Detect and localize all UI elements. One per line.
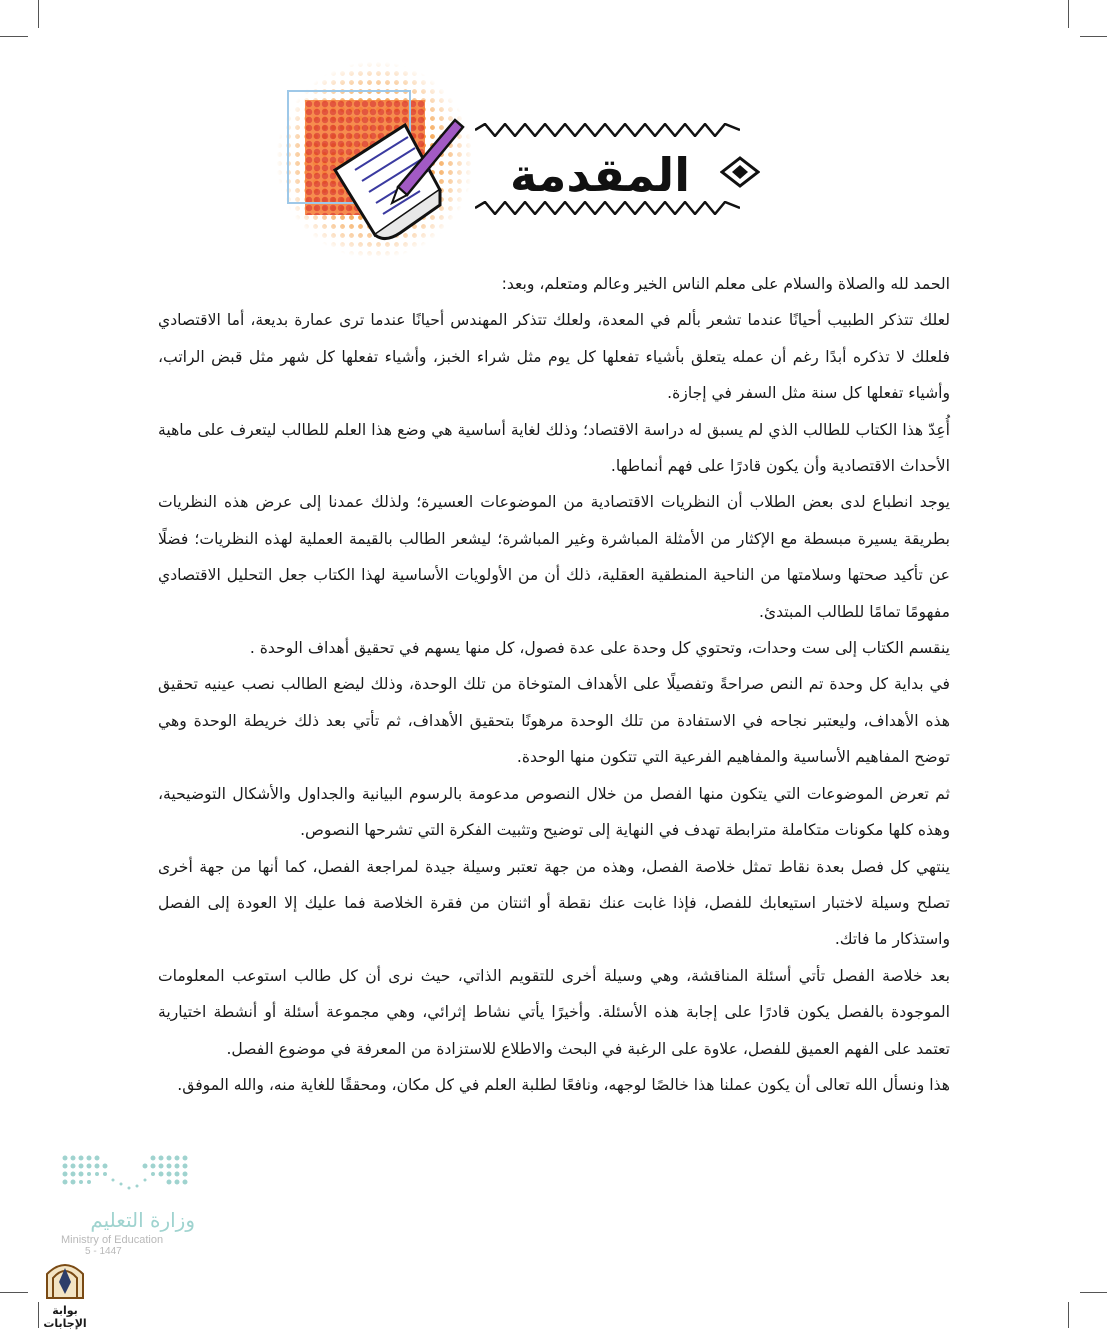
paragraph: الحمد لله والصلاة والسلام على معلم الناس الخير وعالم ومتعلم، وبعد:	[501, 275, 950, 293]
paragraph: لعلك تتذكر الطبيب أحيانًا عندما تشعر بألم في المعدة، ولعلك تتذكر المهندس أحيانًا عندما ترى عمارة بديعة، أما الاقتصادي فلعلك لا تذكره أبدًا رغم أن عمله يتعلق بأشياء تفعلها كل يوم مثل شراء الخبز، وأشياء تفعلها كل شهر مثل قبض الراتب، وأشياء تفعلها كل سنة مثل السفر في إجازة.	[158, 311, 950, 403]
crop-mark	[38, 0, 39, 28]
paragraph: ينتهي كل فصل بعدة نقاط تمثل خلاصة الفصل، وهذه من جهة تعتبر وسيلة جيدة لمراجعة الفصل، كما أنها من جهة أخرى تصلح وسيلة لاختبار استيعابك للفصل، فإذا غابت عنك نقطة أو اثنتان من فقرة الخلاصة فما عليك إلا العودة إلى الفصل واستذكار ما فاتك.	[158, 857, 950, 949]
ministry-name-english: Ministry of Education	[61, 1234, 164, 1246]
site-label: بوابة الإجابات	[43, 1304, 87, 1330]
site-watermark	[30, 1258, 100, 1330]
paragraph: يوجد انطباع لدى بعض الطلاب أن النظريات الاقتصادية من الموضوعات العسيرة؛ ولذلك عمدنا إلى عرض هذه النظريات بطريقة يسيرة مبسطة مع الإكثار من الأمثلة المباشرة وغير المباشرة؛ ليشعر الطالب بالقيمة العملية لهذه النظريات؛ فضلًا عن تأكيد صحتها وسلامتها من الناحية المنطقية العقلية، ذلك أن من الأولويات الأساسية لهذا الكتاب جعل التحليل الاقتصادي مفهومًا تمامًا للطالب المبتدئ.	[158, 493, 950, 621]
ministry-name-arabic: وزارة التعليم	[90, 1208, 195, 1232]
paragraph: ينقسم الكتاب إلى ست وحدات، وتحتوي كل وحدة على عدة فصول، كل منها يسهم في تحقيق أهداف الوحدة .	[249, 639, 950, 658]
title-box	[470, 125, 730, 225]
crop-mark	[0, 1292, 28, 1293]
crop-mark	[1080, 36, 1107, 37]
crop-mark	[1068, 0, 1069, 28]
ministry-dots-icon	[55, 1150, 205, 1198]
ministry-year: 5 - 1447	[85, 1246, 122, 1257]
diamond-ornament	[720, 155, 760, 189]
paragraph: ثم تعرض الموضوعات التي يتكون منها الفصل من خلال النصوص مدعومة بالرسوم البيانية والجداول والأشكال التوضيحية، وهذه كلها مكونات متكاملة مترابطة تهدف في النهاية إلى توضيح وتثبيت الفكرة التي تشرحها النصوص.	[158, 784, 950, 840]
paragraph: بعد خلاصة الفصل تأتي أسئلة المناقشة، وهي وسيلة أخرى للتقويم الذاتي، حيث نرى أن كل طالب استوعب المعلومات الموجودة بالفصل يكون قادرًا على إجابة هذه الأسئلة. وأخيرًا يأتي نشاط إثرائي، وهي مجموعة أسئلة أو أنشطة اختيارية تعتمد على الفهم العميق للفصل، علاوة على الرغبة في البحث والاطلاع للاستزادة من المعرفة في موضوع الفصل.	[158, 966, 950, 1058]
paragraph: أُعِدّ هذا الكتاب للطالب الذي لم يسبق له دراسة الاقتصاد؛ وذلك لغاية أساسية هي وضع هذا العلم للطالب ليتعرف على ماهية الأحداث الاقتصادية وأن يكون قادرًا على فهم أنماطها.	[158, 420, 950, 476]
crop-mark	[1080, 1292, 1107, 1293]
introduction-body	[158, 266, 950, 1103]
paragraph: في بداية كل وحدة تم النص صراحةً وتفصيلًا على الأهداف المتوخاة من تلك الوحدة، وذلك ليضع الطالب نصب عينيه تحقيق هذه الأهداف، وليعتبر نجاحه في الاستفادة من تلك الوحدة مرهونًا بتحقيق الأهداف، ثم تأتي بعد ذلك خريطة الوحدة وهي توضح المفاهيم الأساسية والمفاهيم الفرعية التي تتكون منها الوحدة.	[158, 675, 950, 767]
section-banner	[265, 55, 765, 270]
crop-mark	[1068, 1302, 1069, 1328]
pen-nib-logo-icon	[43, 1258, 87, 1300]
crop-mark	[0, 36, 28, 37]
paragraph: هذا ونسأل الله تعالى أن يكون عملنا هذا خالصًا لوجهه، ونافعًا لطلبة العلم في كل مكان، ومحققًا للغاية منه، والله الموفق.	[177, 1075, 950, 1094]
page-title: المقدمة	[510, 148, 690, 202]
paper-and-pen-icon	[330, 115, 470, 245]
ministry-logo	[55, 1150, 215, 1257]
